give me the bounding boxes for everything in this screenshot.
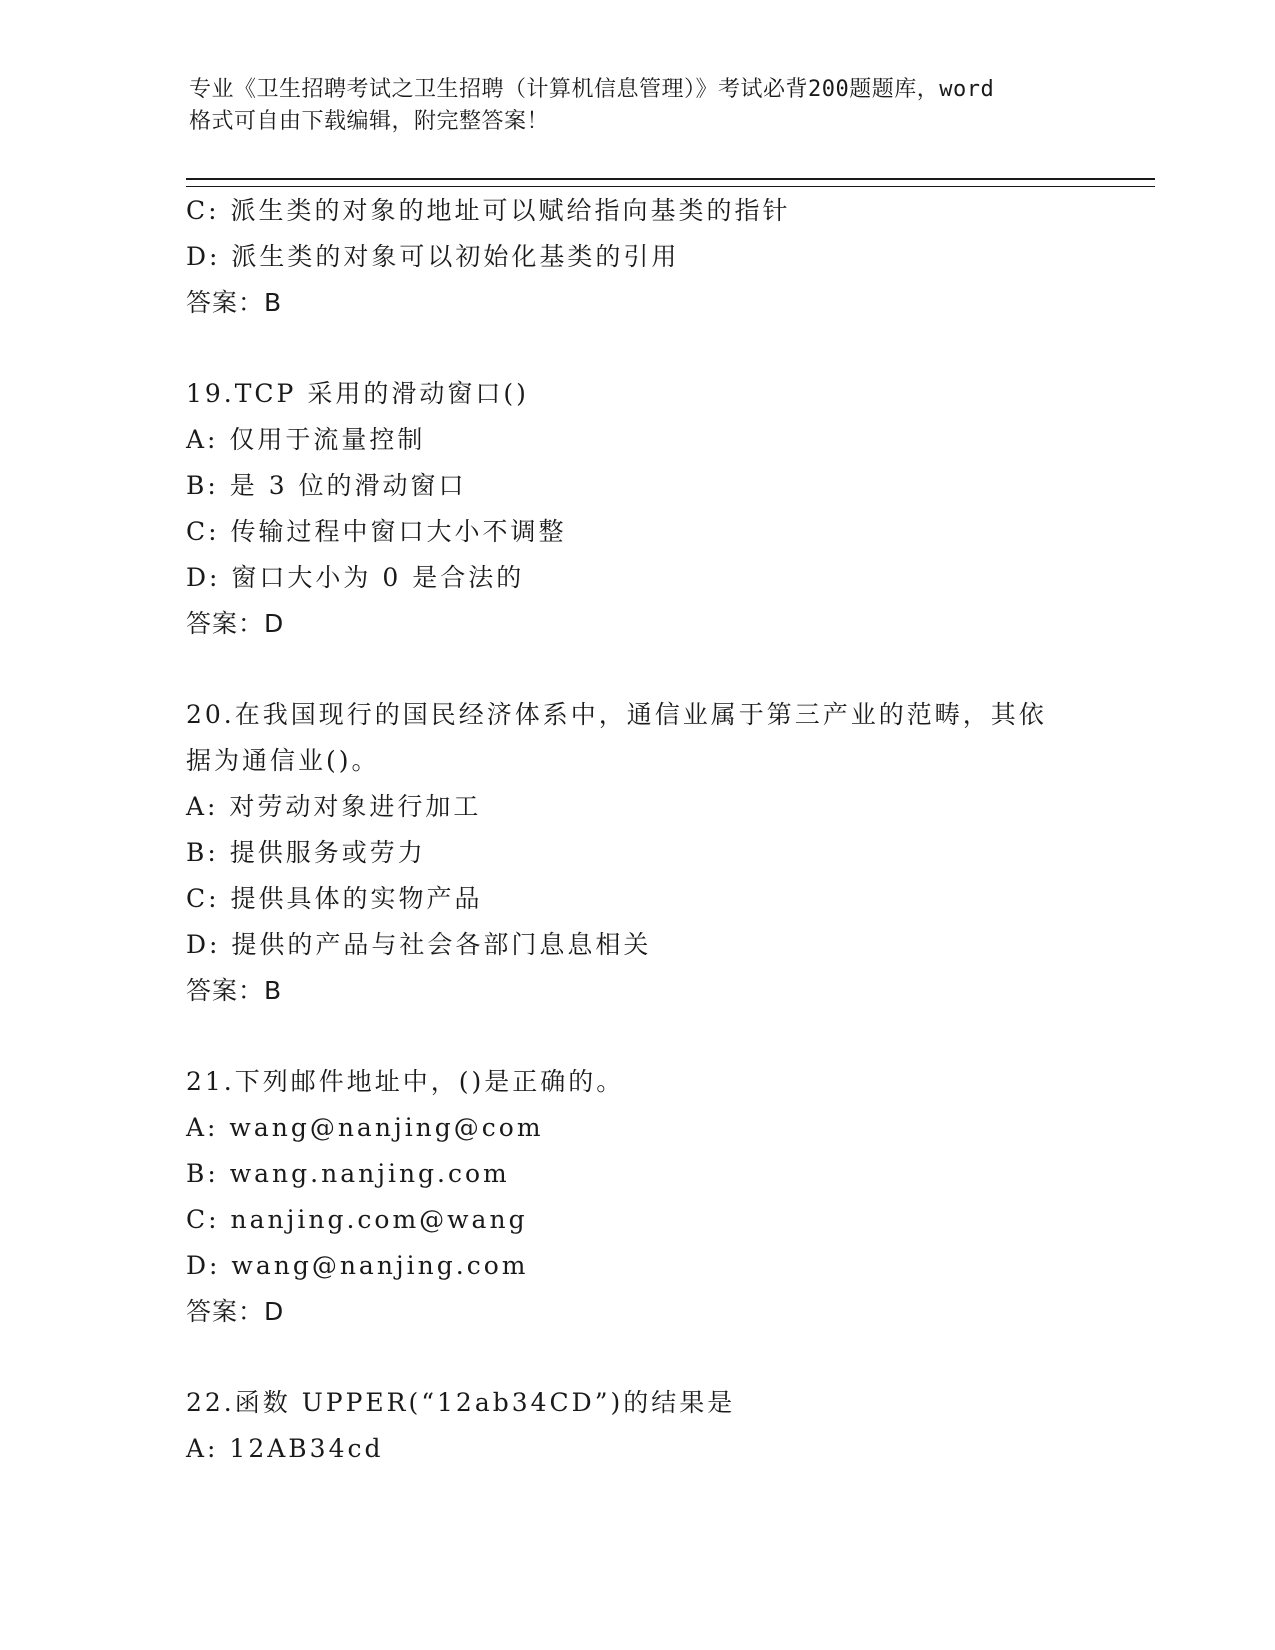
option-b: B: 是 3 位的滑动窗口: [186, 471, 467, 500]
spacer: [186, 326, 1086, 371]
question-text: 19.TCP 采用的滑动窗口(): [186, 379, 529, 408]
option-c: C: nanjing.com@wang: [186, 1205, 528, 1234]
option-c: C: 传输过程中窗口大小不调整: [186, 517, 567, 546]
question-text: 21.下列邮件地址中，()是正确的。: [186, 1067, 625, 1096]
header-divider: [186, 178, 1155, 187]
header-line-2: 格式可自由下载编辑，附完整答案！: [189, 109, 550, 134]
question-20-block: [186, 692, 1086, 1014]
question-21-block: [186, 1059, 1086, 1335]
option-b: B: 提供服务或劳力: [186, 838, 426, 867]
question-22-block: [186, 1380, 1086, 1472]
question-text-line-2: 据为通信业()。: [186, 746, 380, 775]
option-d: D: 窗口大小为 0 是合法的: [186, 563, 525, 592]
question-18-block: [186, 188, 1086, 326]
question-19-block: [186, 371, 1086, 647]
option-a: A: 仅用于流量控制: [186, 425, 426, 454]
option-d: D: wang@nanjing.com: [186, 1251, 529, 1280]
option-a: A: wang@nanjing@com: [186, 1113, 544, 1142]
question-text: 22.函数 UPPER(“12ab34CD”)的结果是: [186, 1388, 736, 1417]
answer-text: 答案：D: [186, 1297, 285, 1326]
question-text-line-1: 20.在我国现行的国民经济体系中，通信业属于第三产业的范畴，其依: [186, 700, 1047, 729]
spacer: [186, 1335, 1086, 1380]
option-d: D: 派生类的对象可以初始化基类的引用: [186, 242, 680, 271]
answer-text: 答案：B: [186, 976, 283, 1005]
answer-text: 答案：B: [186, 288, 283, 317]
spacer: [186, 1014, 1086, 1059]
option-d: D: 提供的产品与社会各部门息息相关: [186, 930, 652, 959]
answer-text: 答案：D: [186, 609, 285, 638]
spacer: [186, 647, 1086, 692]
option-a: A: 12AB34cd: [186, 1434, 384, 1463]
document-header: [189, 74, 1089, 138]
option-c: C: 派生类的对象的地址可以赋给指向基类的指针: [186, 196, 791, 225]
option-b: B: wang.nanjing.com: [186, 1159, 510, 1188]
header-line-1: 专业《卫生招聘考试之卫生招聘（计算机信息管理）》考试必背200题题库，word: [189, 77, 995, 102]
option-c: C: 提供具体的实物产品: [186, 884, 483, 913]
question-list: [186, 188, 1086, 1472]
option-a: A: 对劳动对象进行加工: [186, 792, 482, 821]
